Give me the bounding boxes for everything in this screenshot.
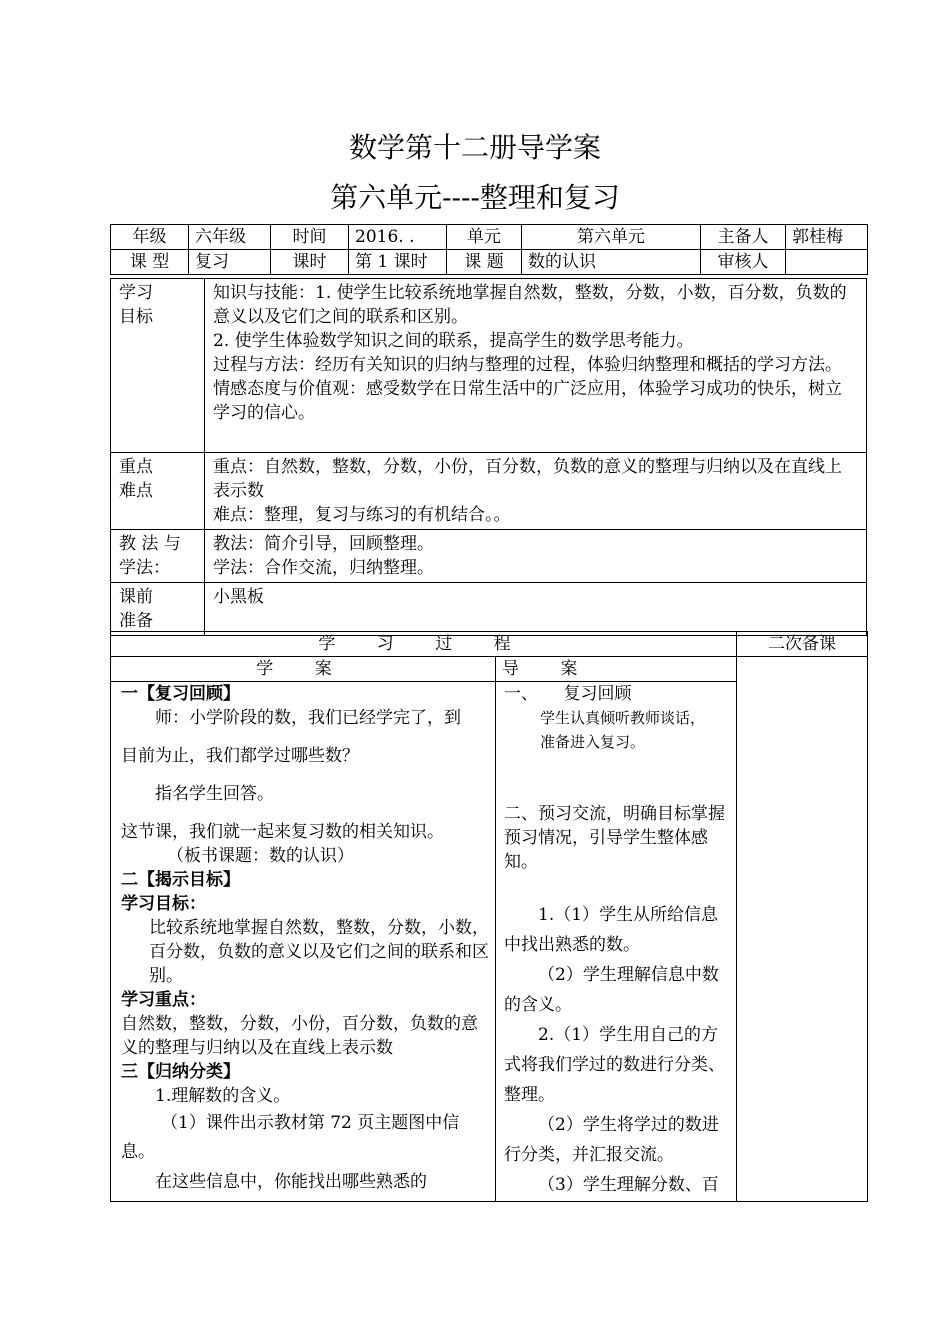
- info-row: [111, 250, 868, 275]
- study-text: 1.理解数的含义。: [155, 1086, 291, 1106]
- study-text: 指名学生回答。: [155, 784, 274, 804]
- goal-text: 知识与技能：1. 使学生比较系统地掌握自然数，整数，分数，小数，百分数，负数的意义以及它们之间的联系和区别。: [213, 283, 847, 327]
- guide-text: （3）学生理解分数、百: [538, 1175, 719, 1195]
- subsection-heading: 学习重点：: [121, 990, 206, 1010]
- topic-value: 数的认识: [522, 250, 701, 275]
- methods-row: [111, 530, 867, 583]
- study-column-header: [111, 657, 496, 682]
- method-text: 学法：合作交流，归纳整理。: [213, 558, 434, 578]
- guide-text: 2.（1）学生用自己的方式将我们学过的数进行分类、整理。: [504, 1025, 725, 1105]
- study-text: （1）课件出示教材第 72 页主题图中信: [161, 1113, 460, 1133]
- grade-label: 年级: [111, 225, 189, 250]
- guide-column-text: 导 案: [502, 659, 596, 679]
- goals-label-line: 学习: [119, 283, 153, 303]
- study-text: 在这些信息中，你能找出哪些熟悉的: [155, 1172, 427, 1192]
- type-value: 复习: [189, 250, 271, 275]
- goals-content: [205, 279, 867, 453]
- study-text: 息。: [121, 1142, 155, 1162]
- unit-label: 单元: [447, 225, 522, 250]
- unit-value: 第六单元: [522, 225, 701, 250]
- goal-text: 情感态度与价值观：感受数学在日常生活中的广泛应用，体验学习成功的快乐，树立学习的信心。: [213, 379, 842, 423]
- study-text: 自然数，整数，分数，小份，百分数，负数的意义的整理与归纳以及在直线上表示数: [121, 1014, 478, 1058]
- prep-label: [111, 583, 205, 636]
- period-label: 课时: [271, 250, 349, 275]
- second-prep-header: 二次备课: [737, 632, 868, 657]
- second-prep-cell: [737, 657, 868, 1202]
- reviewer-value: [786, 250, 868, 275]
- study-plan-cell: [111, 682, 496, 1202]
- study-text: （板书课题：数的认识）: [167, 846, 354, 866]
- reviewer-label: 审核人: [701, 250, 786, 275]
- guide-text: （2）学生将学过的数进行分类，并汇报交流。: [504, 1115, 719, 1165]
- subsection-heading: 学习目标：: [121, 894, 206, 914]
- goals-label-line: 目标: [119, 307, 153, 327]
- methods-label: [111, 530, 205, 583]
- study-text: 比较系统地掌握自然数，整数，分数，小数，百分数，负数的意义以及它们之间的联系和区别。: [149, 918, 489, 986]
- prep-label-line: 课前: [119, 587, 153, 607]
- guide-text: 二、预习交流，明确目标掌握预习情况，引导学生整体感知。: [504, 804, 725, 872]
- process-header: [111, 632, 737, 657]
- keypoints-label-line: 难点: [119, 481, 153, 501]
- section-heading: 二【揭示目标】: [121, 870, 240, 890]
- prep-label-line: 准备: [119, 611, 153, 631]
- keypoints-label-line: 重点: [119, 457, 153, 477]
- keypoints-row: [111, 453, 867, 530]
- methods-content: [205, 530, 867, 583]
- process-header-row: [111, 632, 868, 657]
- goal-text: 过程与方法：经历有关知识的归纳与整理的过程，体验归纳整理和概括的学习方法。: [213, 355, 842, 375]
- section-heading: 一【复习回顾】: [121, 684, 240, 704]
- goals-label: [111, 279, 205, 453]
- guide-column-header: [496, 657, 737, 682]
- info-row: [111, 225, 868, 250]
- goals-row: [111, 279, 867, 453]
- process-table: [110, 631, 868, 1202]
- info-table: [110, 224, 868, 275]
- prep-row: [111, 583, 867, 636]
- process-header-text: 学 习 过 程: [318, 634, 529, 654]
- time-label: 时间: [271, 225, 349, 250]
- column-header-row: [111, 657, 868, 682]
- section-heading: 三【归纳分类】: [121, 1062, 240, 1082]
- method-text: 教法：简介引导，回顾整理。: [213, 534, 434, 554]
- study-text: 目前为止，我们都学过哪些数？: [121, 746, 359, 766]
- prep-content: 小黑板: [205, 583, 867, 636]
- study-text: 师：小学阶段的数，我们已经学完了，到: [155, 708, 461, 728]
- guide-text: 准备进入复习。: [540, 733, 646, 751]
- keypoint-text: 重点：自然数，整数，分数，小份，百分数，负数的意义的整理与归纳以及在直线上表示数: [213, 457, 842, 501]
- type-label: 课 型: [111, 250, 189, 275]
- page-title: 数学第十二册导学案: [348, 131, 601, 164]
- methods-label-line: 学法：: [119, 558, 170, 578]
- goals-table: [110, 278, 867, 636]
- preparer-label: 主备人: [701, 225, 786, 250]
- guide-plan-cell: [496, 682, 737, 1202]
- guide-text: （2）学生理解信息中数的含义。: [504, 965, 719, 1015]
- guide-text: 1.（1）学生从所给信息中找出熟悉的数。: [504, 905, 719, 955]
- topic-label: 课 题: [447, 250, 522, 275]
- keypoints-label: [111, 453, 205, 530]
- time-value: 2016. .: [349, 225, 447, 250]
- goal-text: 2. 使学生体验数学知识之间的联系，提高学生的数学思考能力。: [213, 331, 694, 351]
- study-column-text: 学 案: [256, 659, 350, 679]
- page-subtitle: 第六单元----整理和复习: [330, 181, 620, 214]
- keypoints-content: [205, 453, 867, 530]
- grade-value: 六年级: [189, 225, 271, 250]
- study-text: 这节课，我们就一起来复习数的相关知识。: [121, 822, 444, 842]
- period-value: 第 1 课时: [349, 250, 447, 275]
- keypoint-text: 难点：整理，复习与练习的有机结合。。: [213, 505, 511, 525]
- methods-label-line: 教 法 与: [119, 534, 181, 554]
- guide-heading: 一、 复习回顾: [504, 684, 632, 704]
- guide-text: 学生认真倾听教师谈话，: [540, 709, 706, 727]
- preparer-value: 郭桂梅: [786, 225, 868, 250]
